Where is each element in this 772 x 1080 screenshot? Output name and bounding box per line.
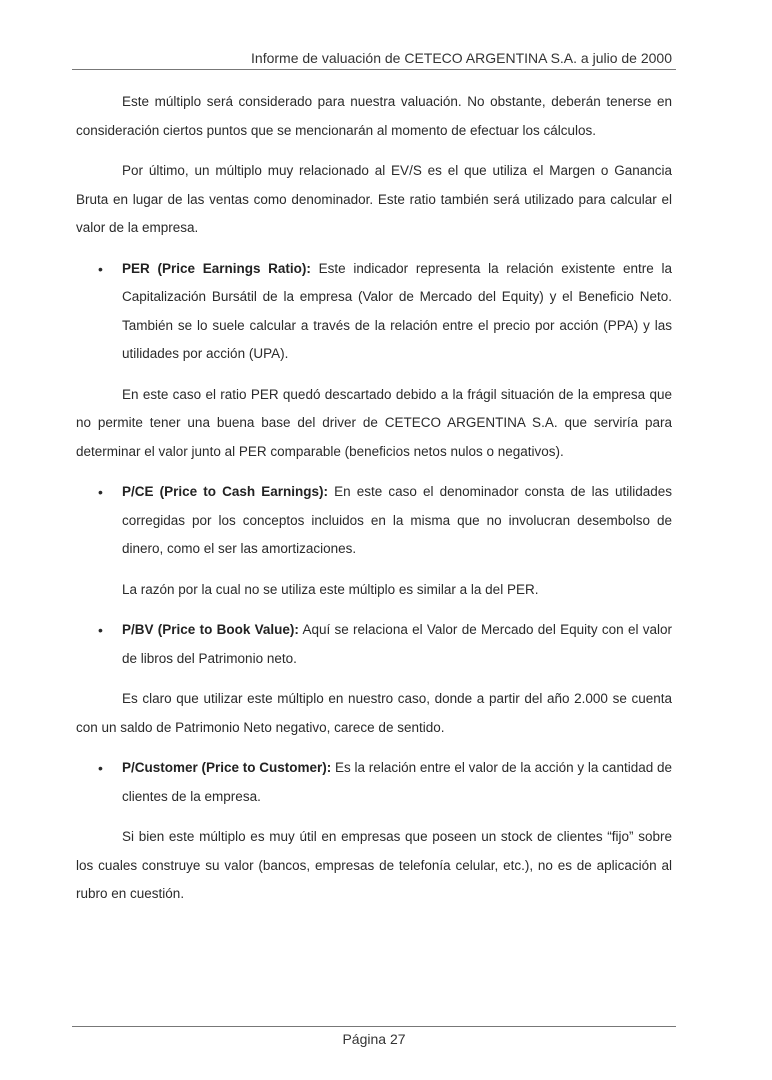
paragraph: Es claro que utilizar este múltiplo en nuestro caso, donde a partir del año 2.000 se cuenta con un saldo de Patrimonio Neto negativo, carece de sentido. — [76, 691, 672, 735]
bullet-text: Es la relación entre el valor de la acción y la cantidad de clientes de la empresa. — [122, 760, 672, 804]
document-body — [76, 88, 672, 909]
bullet-term: P/BV (Price to Book Value): — [122, 622, 299, 637]
paragraph: En este caso el ratio PER quedó descartado debido a la frágil situación de la empresa que no permite tener una buena base del driver de CETECO ARGENTINA S.A. que serviría para determinar el valor junto al PER comparable (beneficios netos nulos o negativos). — [76, 386, 672, 459]
bullet-icon: • — [98, 760, 103, 776]
paragraph: Este múltiplo será considerado para nuestra valuación. No obstante, deberán tenerse en consideración ciertos puntos que se mencionarán al momento de efectuar los cálculos. — [76, 94, 672, 138]
bullet-text: En este caso el denominador consta de las utilidades corregidas por los conceptos incluidos en la misma que no involucran desembolso de dinero, como el ser las amortizaciones. — [122, 484, 673, 556]
bullet-icon: • — [98, 260, 103, 277]
paragraph: La razón por la cual no se utiliza este múltiplo es similar a la del PER. — [122, 581, 539, 597]
bullet-item-pbv — [76, 616, 672, 673]
paragraph: Por último, un múltiplo muy relacionado al EV/S es el que utiliza el Margen o Ganancia Bruta en lugar de las ventas como denominador. Este ratio también será utilizado para calcular el valor de la empresa. — [76, 163, 672, 235]
bullet-item-per — [76, 255, 672, 369]
paragraph: Si bien este múltiplo es muy útil en empresas que poseen un stock de clientes “fijo” sobre los cuales construye su valor (bancos, empresas de telefonía celular, etc.), no es de aplicación al rubro en cuestión. — [76, 829, 672, 901]
page-header: Informe de valuación de CETECO ARGENTINA S.A. a julio de 2000 — [251, 50, 672, 66]
bullet-item-pce — [76, 478, 672, 564]
bullet-icon: • — [98, 484, 103, 500]
header-divider — [72, 69, 676, 70]
bullet-text: Este indicador representa la relación existente entre la Capitalización Bursátil de la empresa (Valor de Mercado del Equity) y el Beneficio Neto. También se lo suele calcular a través de la relación entre el precio por acción (PPA) y las utilidades por acción (UPA). — [122, 260, 672, 361]
page-number: Página 27 — [342, 1031, 406, 1047]
bullet-text: Aquí se relaciona el Valor de Mercado del Equity con el valor de libros del Patrimonio neto. — [122, 622, 672, 666]
bullet-term: PER (Price Earnings Ratio): — [122, 260, 311, 276]
bullet-term: P/Customer (Price to Customer): — [122, 760, 332, 775]
bullet-term: P/CE (Price to Cash Earnings): — [122, 484, 329, 499]
bullet-item-pcustomer — [76, 754, 672, 811]
footer-divider — [72, 1026, 676, 1027]
bullet-icon: • — [98, 622, 103, 638]
